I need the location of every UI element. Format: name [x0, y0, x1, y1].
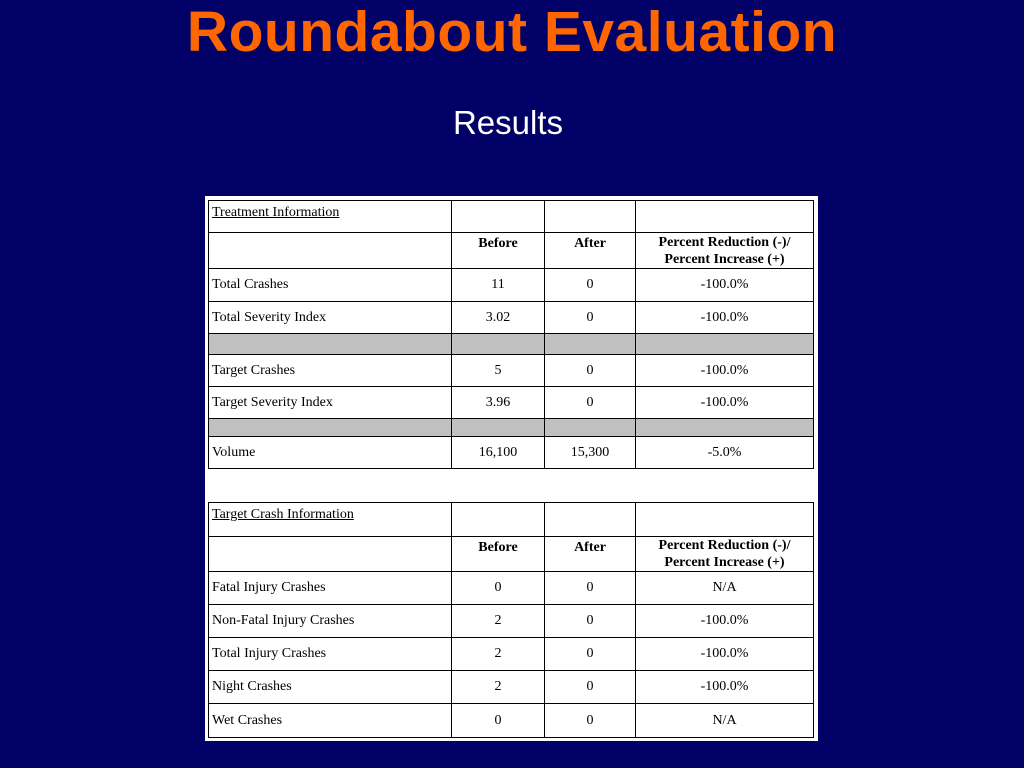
- spacer-row: [209, 419, 814, 437]
- before-value: 3.96: [452, 387, 545, 419]
- before-value: 16,100: [452, 437, 545, 469]
- results-table-panel: [205, 196, 818, 741]
- table-row: [209, 605, 814, 638]
- after-value: 0: [545, 638, 636, 671]
- table-header-row: [209, 233, 814, 269]
- table-section-row: [209, 503, 814, 537]
- before-value: 0: [452, 704, 545, 738]
- after-value: 0: [545, 355, 636, 387]
- table-row: [209, 387, 814, 419]
- percent-change-value: N/A: [636, 704, 814, 738]
- percent-change-value: -100.0%: [636, 605, 814, 638]
- after-header: After: [545, 233, 636, 269]
- percent-change-value: -5.0%: [636, 437, 814, 469]
- section-title-cell: [209, 503, 452, 537]
- treatment-information-table: [208, 200, 814, 469]
- before-header: Before: [452, 233, 545, 269]
- row-label: Total Severity Index: [209, 302, 452, 334]
- after-value: 15,300: [545, 437, 636, 469]
- row-label: Target Crashes: [209, 355, 452, 387]
- percent-change-value: -100.0%: [636, 355, 814, 387]
- table-row: [209, 269, 814, 302]
- after-value: 0: [545, 302, 636, 334]
- percent-change-value: -100.0%: [636, 269, 814, 302]
- table-row: [209, 704, 814, 738]
- target-crash-information-table: [208, 502, 814, 738]
- row-label: Night Crashes: [209, 671, 452, 704]
- percent-change-value: -100.0%: [636, 302, 814, 334]
- percent-change-value: -100.0%: [636, 638, 814, 671]
- before-value: 0: [452, 572, 545, 605]
- after-value: 0: [545, 605, 636, 638]
- table-row: [209, 572, 814, 605]
- after-value: 0: [545, 387, 636, 419]
- table-section-row: [209, 201, 814, 233]
- after-value: 0: [545, 671, 636, 704]
- table-header-row: [209, 537, 814, 572]
- percent-change-header: Percent Reduction (-)/ Percent Increase (+): [636, 233, 814, 269]
- row-label: Volume: [209, 437, 452, 469]
- section-title-cell: [209, 201, 452, 233]
- before-value: 2: [452, 638, 545, 671]
- after-value: 0: [545, 269, 636, 302]
- spacer-row: [209, 334, 814, 355]
- before-value: 2: [452, 671, 545, 704]
- slide-subtitle: Results: [452, 104, 564, 141]
- table-row: [209, 671, 814, 704]
- after-header: After: [545, 537, 636, 572]
- row-label: Wet Crashes: [209, 704, 452, 738]
- before-value: 3.02: [452, 302, 545, 334]
- before-value: 11: [452, 269, 545, 302]
- row-label: Total Injury Crashes: [209, 638, 452, 671]
- before-value: 5: [452, 355, 545, 387]
- after-value: 0: [545, 704, 636, 738]
- section-title: Treatment Information: [212, 205, 340, 220]
- slide-title: Roundabout Evaluation: [186, 0, 838, 64]
- after-value: 0: [545, 572, 636, 605]
- before-value: 2: [452, 605, 545, 638]
- row-label: Total Crashes: [209, 269, 452, 302]
- row-label: Target Severity Index: [209, 387, 452, 419]
- table-row: [209, 302, 814, 334]
- percent-change-value: -100.0%: [636, 671, 814, 704]
- row-label: Non-Fatal Injury Crashes: [209, 605, 452, 638]
- before-header: Before: [452, 537, 545, 572]
- percent-change-value: -100.0%: [636, 387, 814, 419]
- table-row: [209, 437, 814, 469]
- table-row: [209, 355, 814, 387]
- percent-change-header: Percent Reduction (-)/ Percent Increase (+): [636, 537, 814, 572]
- percent-change-value: N/A: [636, 572, 814, 605]
- section-title: Target Crash Information: [212, 507, 354, 522]
- table-row: [209, 638, 814, 671]
- row-label: Fatal Injury Crashes: [209, 572, 452, 605]
